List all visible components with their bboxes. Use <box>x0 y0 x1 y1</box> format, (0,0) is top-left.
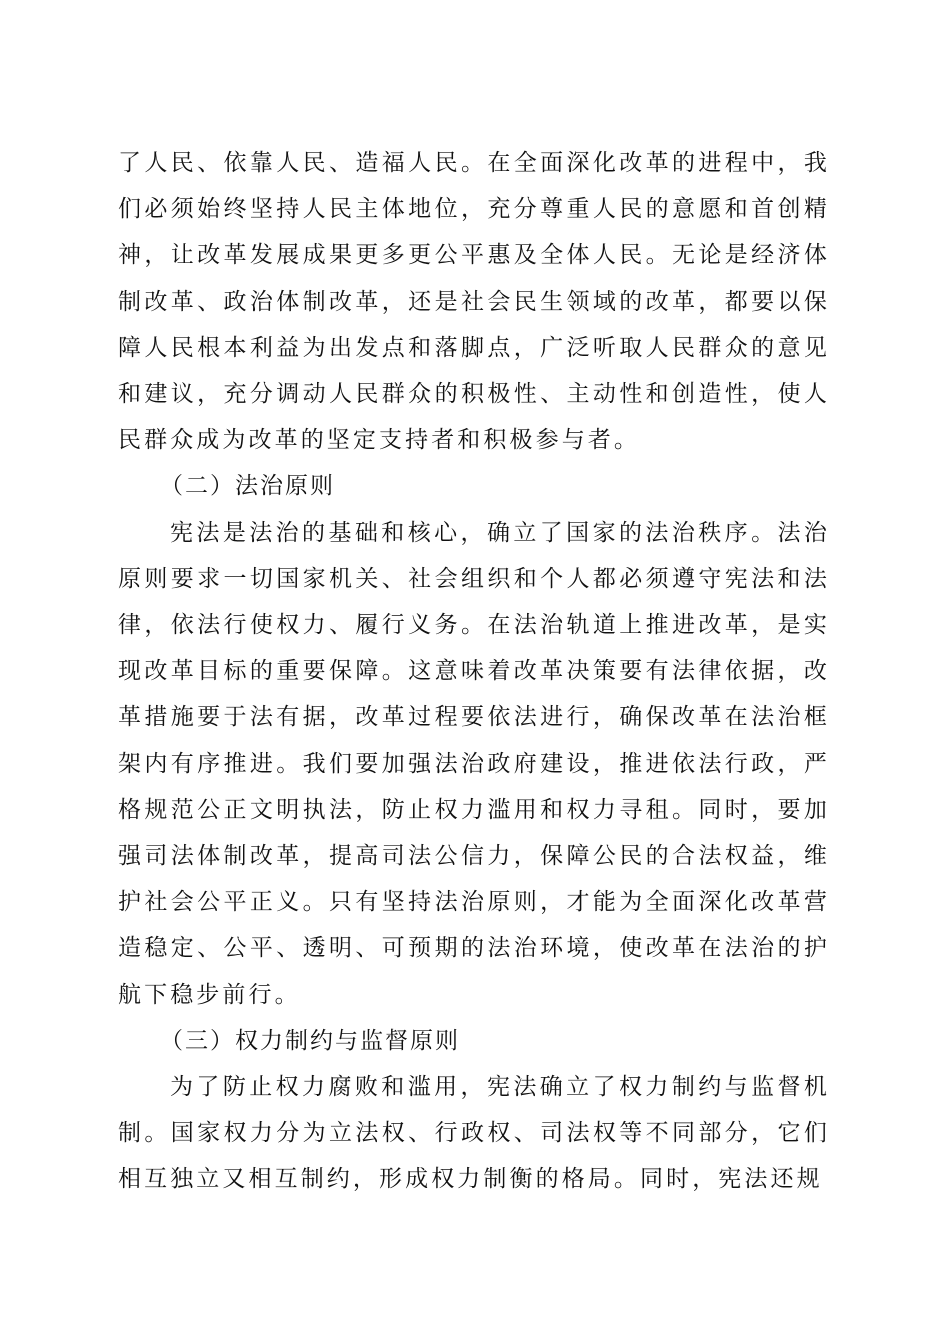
paragraph-power-checks: 为了防止权力腐败和滥用，宪法确立了权力制约与监督机制。国家权力分为立法权、行政权、司法权等不同部分，它们相互独立又相互制约，形成权力制衡的格局。同时，宪法还规 <box>118 1074 830 1193</box>
paragraph-rule-of-law: 宪法是法治的基础和核心，确立了国家的法治秩序。法治原则要求一切国家机关、社会组织和个人都必须遵守宪法和法律，依法行使权力、履行义务。在法治轨道上推进改革，是实现改革目标的重要保障。这意味着改革决策要有法律依据，改革措施要于法有据，改革过程要依法进行，确保改革在法治框架内有序推进。我们要加强法治政府建设，推进依法行政，严格规范公正文明执法，防止权力滥用和权力寻租。同时，要加强司法体制改革，提高司法公信力，保障公民的合法权益，维护社会公平正义。只有坚持法治原则，才能为全面深化改革营造稳定、公平、透明、可预期的法治环境，使改革在法治的护航下稳步前行。 <box>118 519 830 1008</box>
paragraph-continuation: 了人民、依靠人民、造福人民。在全面深化改革的进程中，我们必须始终坚持人民主体地位，充分尊重人民的意愿和首创精神，让改革发展成果更多更公平惠及全体人民。无论是经济体制改革、政治体制改革，还是社会民生领域的改革，都要以保障人民根本利益为出发点和落脚点，广泛听取人民群众的意见和建议，充分调动人民群众的积极性、主动性和创造性，使人民群众成为改革的坚定支持者和积极参与者。 <box>118 150 830 454</box>
document-body <box>118 140 830 1203</box>
section-heading-rule-of-law: （二）法治原则 <box>160 473 335 500</box>
section-heading-power-checks: （三）权力制约与监督原则 <box>160 1027 460 1054</box>
